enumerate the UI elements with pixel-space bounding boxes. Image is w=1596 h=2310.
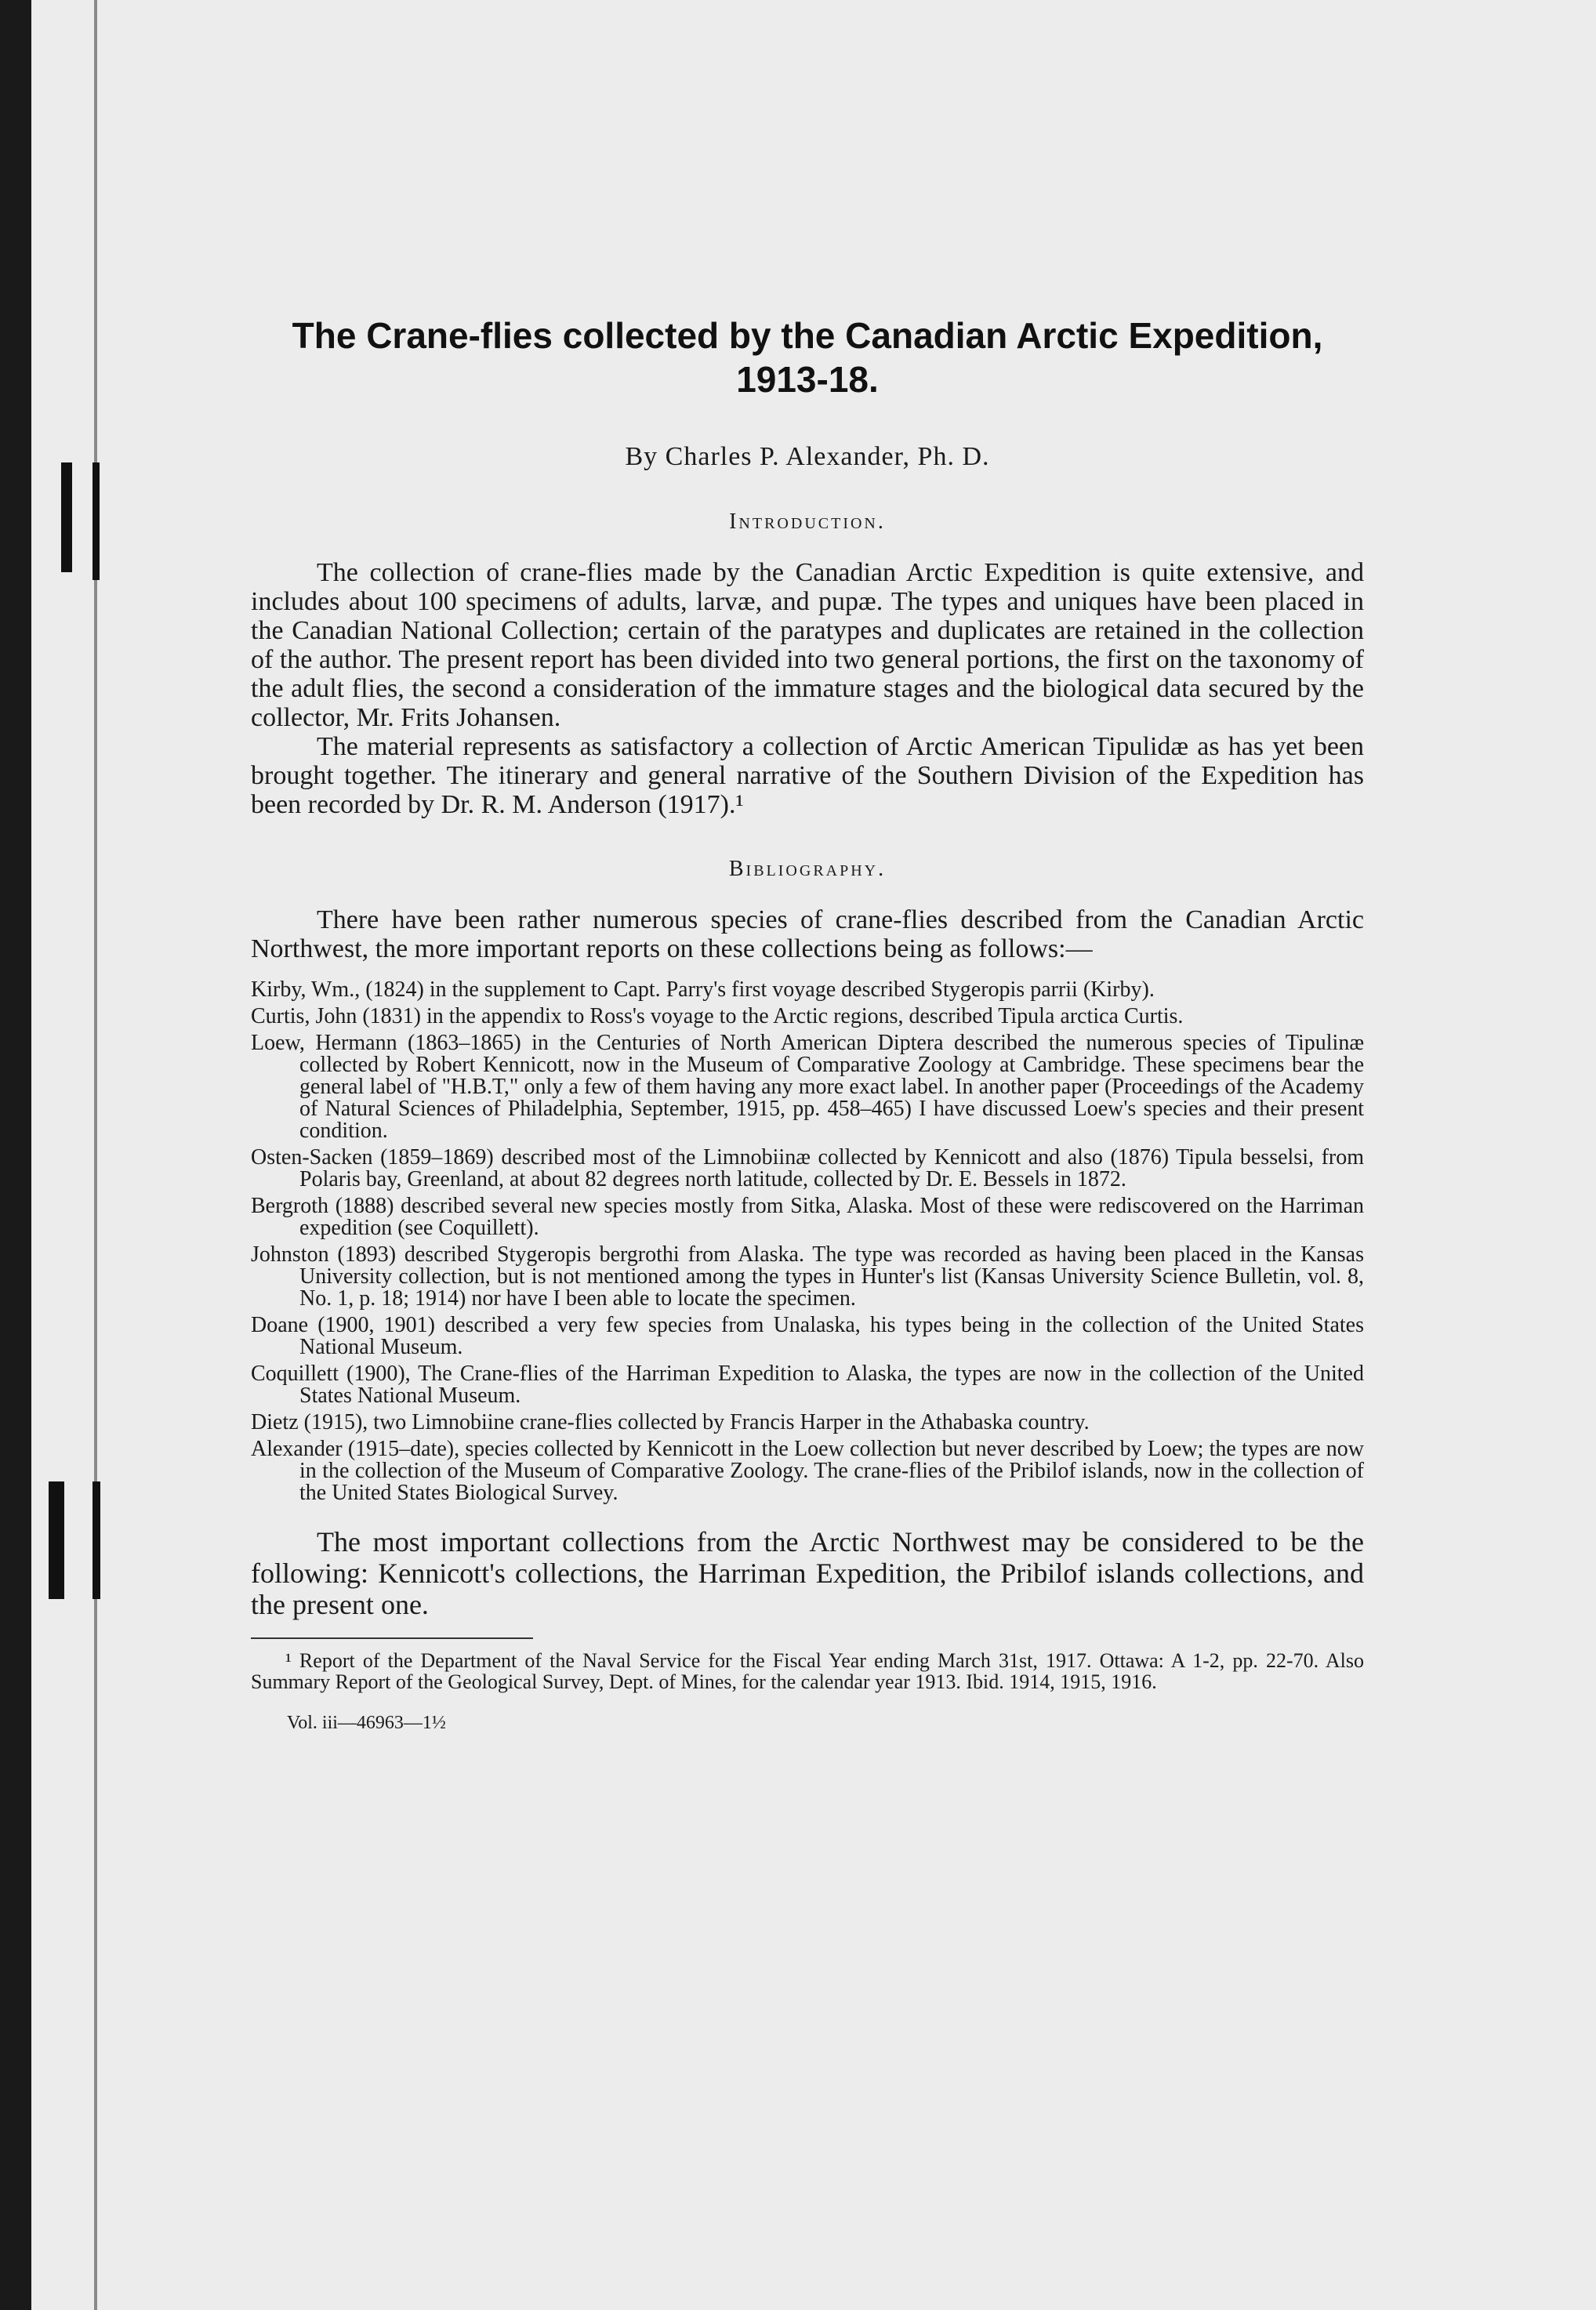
- page-edge: [94, 0, 97, 2310]
- bibliography-entry: Alexander (1915–date), species collected by Kennicott in the Loew collection but never described by Loew; the types are now in the collection of the Museum of Comparative Zoology. The crane-flies of the Pribilof islands, now in the collection of the United States Biological Survey.: [251, 1437, 1364, 1505]
- margin-mark: [92, 462, 100, 580]
- bibliography-intro: There have been rather numerous species of crane-flies described from the Canadian Arctic Northwest, the more important reports on these collections being as follows:—: [251, 905, 1364, 963]
- closing-paragraph: The most important collections from the Arctic Northwest may be considered to be the following: Kennicott's collections, the Harriman Expedition, the Pribilof islands collections, and the present one.: [251, 1526, 1364, 1620]
- intro-paragraph: The collection of crane-flies made by the Canadian Arctic Expedition is quite extensive, and includes about 100 specimens of adults, larvæ, and pupæ. The types and uniques have been placed in the Canadian National Collection; certain of the paratypes and duplicates are retained in the collection of the author. The present report has been divided into two general portions, the first on the taxonomy of the adult flies, the second a consideration of the immature stages and the biological data secured by the collector, Mr. Frits Johansen.: [251, 558, 1364, 732]
- footnote-rule: [251, 1637, 533, 1639]
- margin-mark: [49, 1481, 64, 1599]
- intro-paragraph: The material represents as satisfactory a collection of Arctic American Tipulidæ as has yet been brought together. The itinerary and general narrative of the Southern Division of the Expedition has been recorded by Dr. R. M. Anderson (1917).¹: [251, 732, 1364, 819]
- page-content: [251, 314, 1364, 1734]
- bibliography-list: [251, 979, 1364, 1504]
- printer-signature: Vol. iii—46963—1½: [287, 1713, 446, 1733]
- margin-mark: [61, 462, 72, 572]
- section-heading-introduction: Introduction.: [729, 510, 886, 534]
- bibliography-entry: Johnston (1893) described Stygeropis bergrothi from Alaska. The type was recorded as having been placed in the Kansas University collection, but is not mentioned among the types in Hunter's list (Kansas University Science Bulletin, vol. 8, No. 1, p. 18; 1914) nor have I been able to locate the specimen.: [251, 1242, 1364, 1311]
- bibliography-entry: Osten-Sacken (1859–1869) described most of the Limnobiinæ collected by Kennicott and also (1876) Tipula besselsi, from Polaris bay, Greenland, at about 82 degrees north latitude, collected by Dr. E. Bessels in 1872.: [251, 1145, 1364, 1191]
- author-line: By Charles P. Alexander, Ph. D.: [625, 442, 990, 471]
- bibliography-entry: Dietz (1915), two Limnobiine crane-flies collected by Francis Harper in the Athabaska country.: [251, 1410, 1090, 1434]
- bibliography-entry: Kirby, Wm., (1824) in the supplement to Capt. Parry's first voyage described Stygeropis parrii (Kirby).: [251, 977, 1155, 1002]
- bibliography-entry: Loew, Hermann (1863–1865) in the Centuries of North American Diptera described the numerous species of Tipulinæ collected by Robert Kennicott, now in the Museum of Comparative Zoology at Cambridge. These specimens bear the general label of "H.B.T," only a few of them having any more exact label. In another paper (Proceedings of the Academy of Natural Sciences of Philadelphia, September, 1915, pp. 458–465) I have discussed Loew's species and their present condition.: [251, 1031, 1364, 1143]
- footnote: ¹ Report of the Department of the Naval Service for the Fiscal Year ending March 31st, 1917. Ottawa: A 1-2, pp. 22-70. Also Summary Report of the Geological Survey, Dept. of Mines, for the calendar year 1913. Ibid. 1914, 1915, 1916.: [251, 1649, 1364, 1693]
- bibliography-entry: Coquillett (1900), The Crane-flies of the Harriman Expedition to Alaska, the types are now in the collection of the United States National Museum.: [251, 1362, 1364, 1408]
- section-heading-bibliography: Bibliography.: [728, 857, 887, 881]
- bibliography-entry: Bergroth (1888) described several new species mostly from Sitka, Alaska. Most of these were rediscovered on the Harriman expedition (see Coquillett).: [251, 1194, 1364, 1240]
- bibliography-entry: Curtis, John (1831) in the appendix to Ross's voyage to the Arctic regions, described Tipula arctica Curtis.: [251, 1004, 1184, 1028]
- margin-mark: [92, 1481, 100, 1599]
- article-title: The Crane-flies collected by the Canadian Arctic Expedition, 1913-18.: [292, 315, 1323, 400]
- bibliography-entry: Doane (1900, 1901) described a very few species from Unalaska, his types being in the collection of the United States National Museum.: [251, 1313, 1364, 1359]
